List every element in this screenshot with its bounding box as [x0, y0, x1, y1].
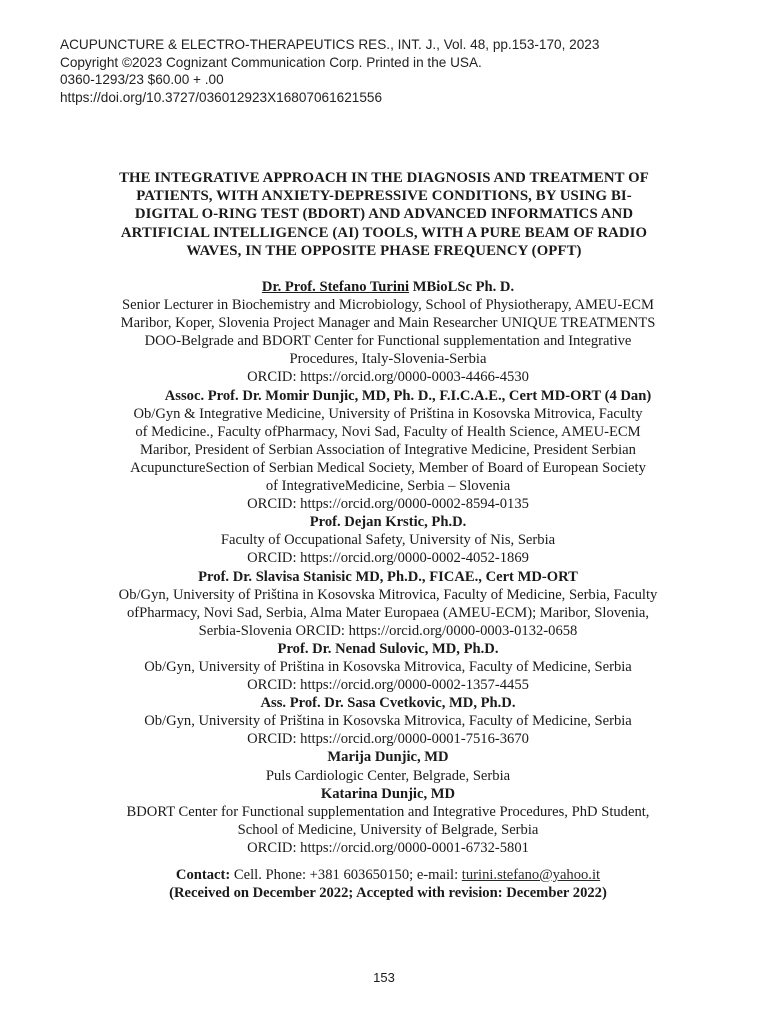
- author-2-affiliation: Maribor, President of Serbian Association of Integrative Medicine, President Serbian: [140, 441, 636, 458]
- author-6-affiliation: Ob/Gyn, University of Priština in Kosovska Mitrovica, Faculty of Medicine, Serbia: [144, 713, 632, 730]
- author-list: [40, 278, 736, 857]
- title-line: ARTIFICIAL INTELLIGENCE (AI) TOOLS, WITH A PURE BEAM OF RADIO: [120, 224, 648, 241]
- contact-label: Contact:: [175, 867, 231, 883]
- author-3-name: Prof. Dejan Krstic, Ph.D.: [309, 514, 467, 531]
- author-4-affiliation: ofPharmacy, Novi Sad, Serbia, Alma Mater Europaea (AMEU-ECM); Maribor, Slovenia,: [126, 604, 650, 621]
- author-1-orcid[interactable]: ORCID: https://orcid.org/0000-0003-4466-4530: [247, 369, 529, 386]
- author-1-name-underlined: Dr. Prof. Stefano Turini: [261, 279, 410, 295]
- author-2-affiliation: of IntegrativeMedicine, Serbia – Slovenia: [265, 478, 511, 495]
- author-1-name: [40, 278, 736, 296]
- paper-title: [48, 169, 720, 260]
- contact-text: Cell. Phone: +381 603650150; e-mail:: [230, 867, 462, 883]
- author-3-orcid[interactable]: ORCID: https://orcid.org/0000-0002-4052-1869: [247, 550, 529, 567]
- title-line: DIGITAL O-RING TEST (BDORT) AND ADVANCED INFORMATICS AND: [134, 206, 634, 223]
- author-8-affiliation: School of Medicine, University of Belgrade, Serbia: [237, 821, 539, 838]
- contact-line: [40, 866, 736, 884]
- author-3-affiliation: Faculty of Occupational Safety, University of Nis, Serbia: [220, 532, 556, 549]
- doi-link[interactable]: https://doi.org/10.3727/036012923X16807061621556: [60, 89, 383, 105]
- title-line: WAVES, IN THE OPPOSITE PHASE FREQUENCY (OPFT): [186, 242, 582, 259]
- author-4-affiliation-orcid[interactable]: Serbia-Slovenia ORCID: https://orcid.org/0000-0003-0132-0658: [198, 622, 578, 639]
- author-6-orcid[interactable]: ORCID: https://orcid.org/0000-0001-7516-3670: [247, 731, 529, 748]
- received-dates: (Received on December 2022; Accepted with revision: December 2022): [169, 885, 607, 902]
- author-4-affiliation: Ob/Gyn, University of Priština in Kosovska Mitrovica, Faculty of Medicine, Serbia, Faculty: [118, 586, 658, 603]
- author-2-affiliation: Ob/Gyn & Integrative Medicine, University of Priština in Kosovska Mitrovica, Faculty: [133, 405, 643, 422]
- journal-header: [60, 36, 720, 106]
- author-8-name: Katarina Dunjic, MD: [320, 785, 456, 802]
- author-7-affiliation: Puls Cardiologic Center, Belgrade, Serbia: [265, 767, 511, 784]
- author-1-affiliation: Procedures, Italy-Slovenia-Serbia: [289, 351, 487, 368]
- page-number: 153: [373, 970, 395, 985]
- author-1-affiliation: Senior Lecturer in Biochemistry and Microbiology, School of Physiotherapy, AMEU-ECM: [122, 297, 654, 314]
- author-2-affiliation: of Medicine., Faculty ofPharmacy, Novi Sad, Faculty of Health Science, AMEU-ECM: [135, 423, 641, 440]
- journal-citation: ACUPUNCTURE & ELECTRO-THERAPEUTICS RES., INT. J., Vol. 48, pp.153-170, 2023: [60, 37, 600, 52]
- title-line: PATIENTS, WITH ANXIETY-DEPRESSIVE CONDITIONS, BY USING BI-: [136, 188, 632, 205]
- author-2-affiliation: AcupunctureSection of Serbian Medical Society, Member of Board of European Society: [130, 459, 646, 476]
- author-7-name: Marija Dunjic, MD: [327, 749, 449, 766]
- author-8-orcid[interactable]: ORCID: https://orcid.org/0000-0001-6732-5801: [247, 839, 529, 856]
- author-1-degrees: MBioLSc Ph. D.: [409, 279, 515, 295]
- author-5-affiliation: Ob/Gyn, University of Priština in Kosovska Mitrovica, Faculty of Medicine, Serbia: [144, 658, 632, 675]
- author-2-orcid[interactable]: ORCID: https://orcid.org/0000-0002-8594-0135: [247, 496, 529, 513]
- author-5-orcid[interactable]: ORCID: https://orcid.org/0000-0002-1357-4455: [247, 677, 529, 694]
- contact-email-link[interactable]: turini.stefano@yahoo.it: [461, 867, 601, 883]
- author-6-name: Ass. Prof. Dr. Sasa Cvetkovic, MD, Ph.D.: [260, 695, 516, 712]
- title-line: THE INTEGRATIVE APPROACH IN THE DIAGNOSIS AND TREATMENT OF: [119, 170, 649, 186]
- author-4-name: Prof. Dr. Slavisa Stanisic MD, Ph.D., FICAE., Cert MD-ORT: [198, 568, 578, 585]
- contact-block: [40, 866, 736, 903]
- author-5-name: Prof. Dr. Nenad Sulovic, MD, Ph.D.: [277, 640, 499, 657]
- copyright-line: Copyright ©2023 Cognizant Communication Corp. Printed in the USA.: [60, 54, 482, 70]
- author-1-affiliation: DOO-Belgrade and BDORT Center for Functional supplementation and Integrative: [144, 333, 632, 350]
- author-8-affiliation: BDORT Center for Functional supplementation and Integrative Procedures, PhD Student,: [126, 803, 650, 820]
- author-1-affiliation: Maribor, Koper, Slovenia Project Manager and Main Researcher UNIQUE TREATMENTS: [120, 315, 656, 332]
- author-2-name: Assoc. Prof. Dr. Momir Dunjic, MD, Ph. D., F.I.C.A.E., Cert MD-ORT (4 Dan): [164, 387, 652, 404]
- issn-price-line: 0360-1293/23 $60.00 + .00: [60, 72, 224, 87]
